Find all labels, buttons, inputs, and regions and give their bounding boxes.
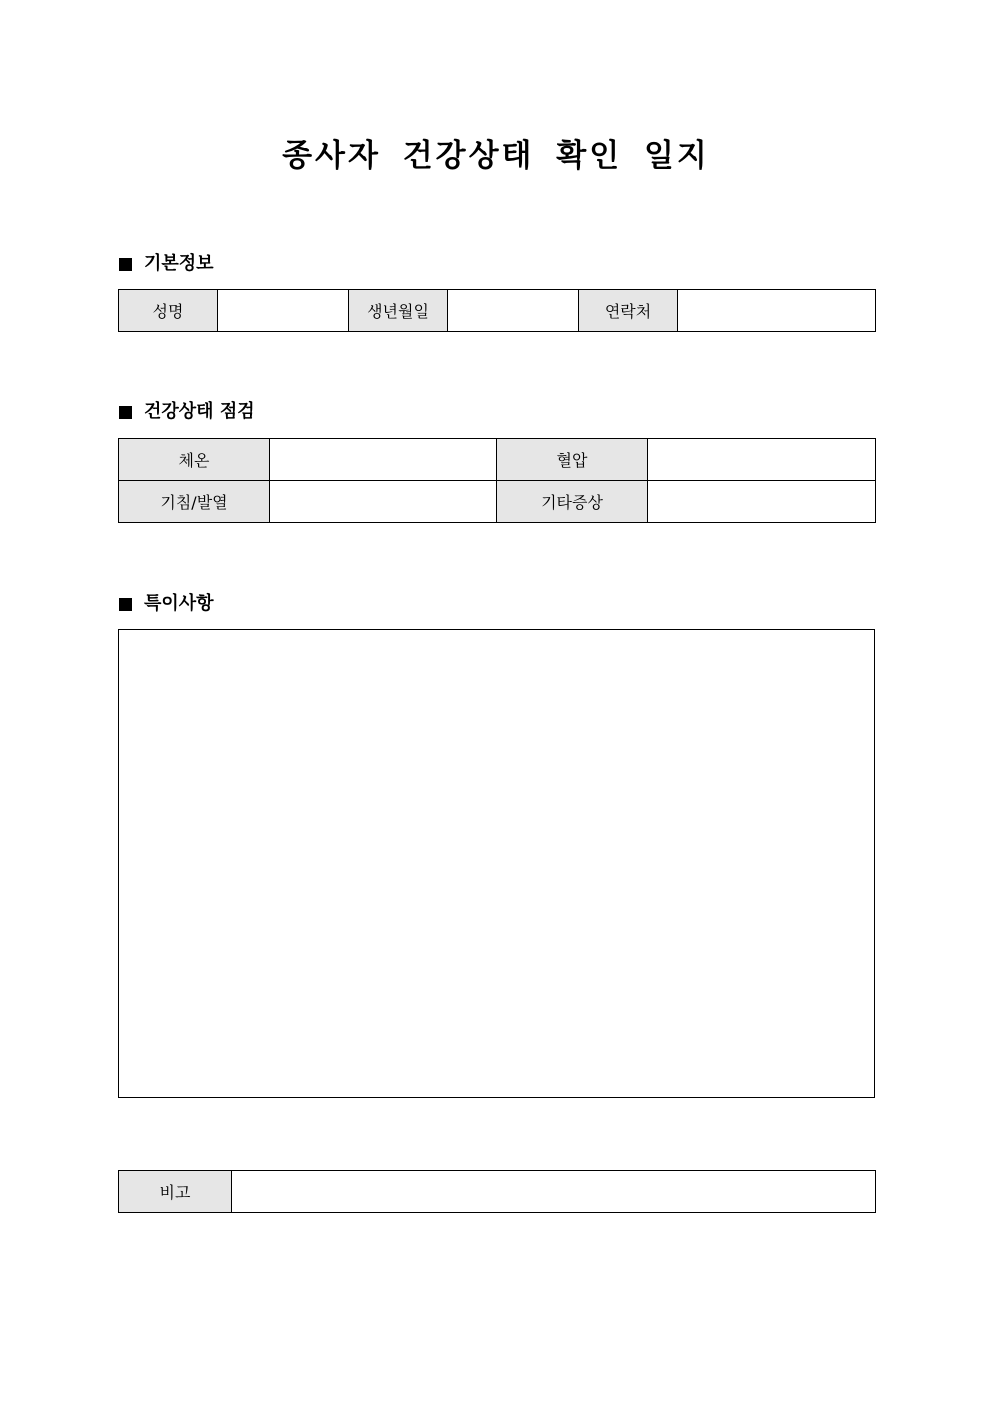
table-row — [119, 439, 876, 481]
table-row — [119, 481, 876, 523]
blood-pressure-label: 혈압 — [497, 439, 648, 481]
blood-pressure-field[interactable] — [648, 439, 876, 481]
basic-info-heading-text: 기본정보 — [144, 253, 214, 274]
square-bullet-icon — [119, 258, 132, 271]
name-label: 성명 — [119, 290, 218, 332]
name-field[interactable] — [218, 290, 349, 332]
health-check-heading — [119, 399, 255, 425]
square-bullet-icon — [119, 598, 132, 611]
document-title: 종사자 건강상태 확인 일지 — [282, 138, 710, 174]
temperature-label: 체온 — [119, 439, 270, 481]
health-check-table — [118, 438, 876, 523]
basic-info-table — [118, 289, 876, 332]
basic-info-heading — [119, 251, 214, 277]
birthdate-field[interactable] — [448, 290, 579, 332]
other-symptoms-label: 기타증상 — [497, 481, 648, 523]
table-row — [119, 290, 876, 332]
cough-fever-label: 기침/발열 — [119, 481, 270, 523]
square-bullet-icon — [119, 406, 132, 419]
table-row — [119, 1171, 876, 1213]
special-notes-box[interactable] — [118, 629, 875, 1098]
birthdate-label: 생년월일 — [349, 290, 448, 332]
special-notes-heading-text: 특이사항 — [144, 593, 214, 614]
remarks-field[interactable] — [232, 1171, 876, 1213]
health-check-heading-text: 건강상태 점검 — [144, 401, 255, 422]
other-symptoms-field[interactable] — [648, 481, 876, 523]
contact-field[interactable] — [678, 290, 876, 332]
remarks-label: 비고 — [119, 1171, 232, 1213]
cough-fever-field[interactable] — [270, 481, 497, 523]
contact-label: 연락처 — [579, 290, 678, 332]
remarks-table — [118, 1170, 876, 1213]
temperature-field[interactable] — [270, 439, 497, 481]
special-notes-heading — [119, 591, 214, 617]
